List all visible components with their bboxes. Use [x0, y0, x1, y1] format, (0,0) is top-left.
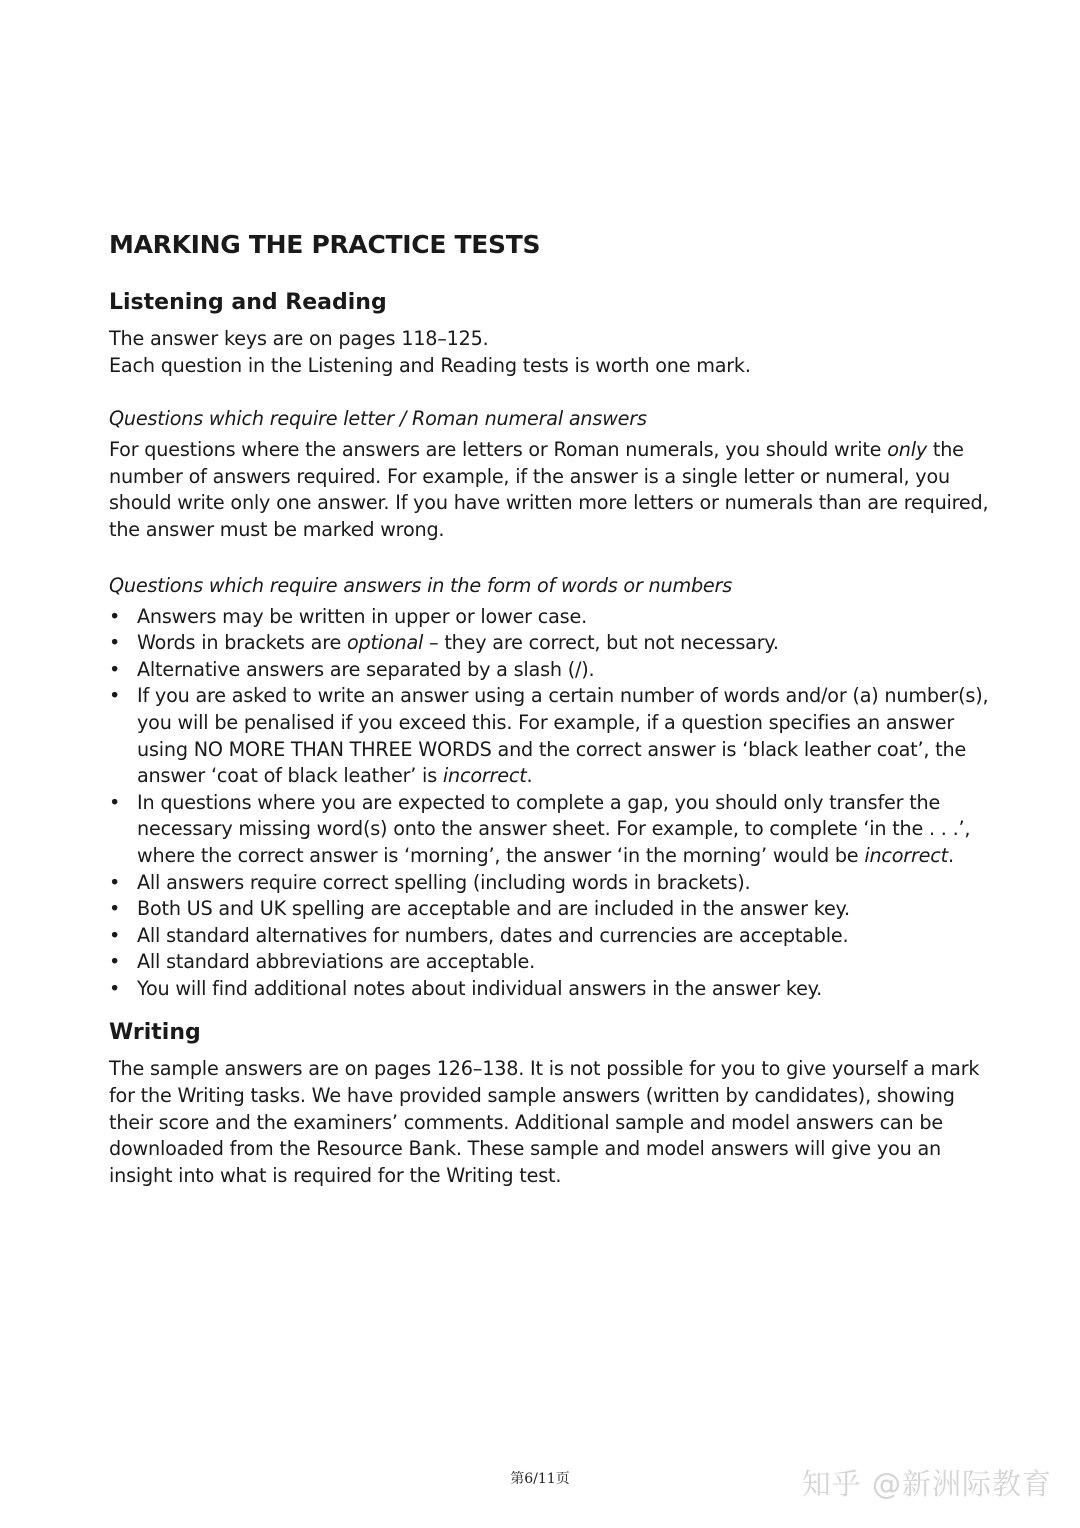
list-item: [109, 949, 989, 976]
list-item-emphasis: incorrect: [442, 764, 527, 788]
list-item-text: All standard alternatives for numbers, dates and currencies are acceptable.: [137, 923, 849, 947]
list-item-text: .: [526, 764, 533, 788]
list-item-text: Alternative answers are separated by a slash (/).: [137, 657, 595, 681]
bullet-icon: •: [109, 631, 121, 655]
bullet-icon: •: [109, 684, 121, 708]
list-item-text: You will find additional notes about individual answers in the answer key.: [137, 976, 822, 1000]
source-watermark: 知乎 @新洲际教育: [801, 1467, 1052, 1501]
list-item-text: All standard abbreviations are acceptable.: [137, 950, 536, 974]
bullet-icon: •: [109, 897, 121, 921]
list-item-text: Answers may be written in upper or lower case.: [137, 604, 587, 628]
mark-value-line: Each question in the Listening and Reading tests is worth one mark.: [109, 353, 751, 377]
list-item: [109, 976, 989, 1003]
listening-reading-heading: Listening and Reading: [109, 290, 387, 315]
letter-answers-text-2: the number of answers required. For example, if the answer is a single letter or numeral, you should write only one answer. If you have written more letters or numerals than are required, the answer must be marked wrong.: [109, 438, 989, 541]
list-item: [109, 896, 989, 923]
list-item-emphasis: optional: [346, 631, 424, 655]
list-item-text: Words in brackets are: [137, 631, 347, 655]
letter-answers-paragraph: [109, 437, 989, 543]
list-item: [109, 604, 989, 631]
answer-keys-line: The answer keys are on pages 118–125.: [109, 327, 489, 350]
list-item: [109, 870, 989, 897]
list-item-emphasis: incorrect: [864, 843, 948, 867]
marking-rules-list: [109, 604, 989, 1003]
letter-answers-subheading: Questions which require letter / Roman numeral answers: [109, 407, 647, 431]
list-item: [109, 923, 989, 950]
bullet-icon: •: [109, 923, 121, 947]
letter-answers-text-1: For questions where the answers are letters or Roman numerals, you should write: [109, 438, 888, 462]
list-item-text: In questions where you are expected to complete a gap, you should only transfer the necessary missing word(s) onto the answer sheet. For example, to complete ‘in the . . .’, where the correct answer is ‘morning’, the answer ‘in the morning’ would be: [137, 790, 971, 867]
writing-heading: Writing: [109, 1020, 201, 1046]
writing-paragraph: The sample answers are on pages 126–138. It is not possible for you to give yourself a mark for the Writing tasks. We have provided sample answers (written by candidates), showing their score and the examiners’ comments. Additional sample and model answers can be downloaded from the Resource Bank. These sample and model answers will give you an insight into what is required for the Writing test.: [109, 1057, 980, 1187]
bullet-icon: •: [109, 950, 121, 974]
page-content: [109, 228, 989, 1189]
list-item: [109, 790, 989, 870]
bullet-icon: •: [109, 657, 121, 681]
page-title: MARKING THE PRACTICE TESTS: [109, 230, 541, 259]
list-item: [109, 630, 989, 657]
list-item-text: .: [947, 843, 954, 867]
letter-answers-emphasis: only: [887, 438, 927, 462]
list-item: [109, 683, 989, 789]
list-item: [109, 657, 989, 684]
bullet-icon: •: [109, 604, 121, 628]
list-item-text: Both US and UK spelling are acceptable and are included in the answer key.: [137, 897, 850, 921]
bullet-icon: •: [109, 790, 121, 814]
page-number: 第6/11页: [510, 1471, 570, 1487]
list-item-text: If you are asked to write an answer using a certain number of words and/or (a) number(s), you will be penalised if you exceed this. For example, if a question specifies an answer using NO MORE THAN THREE WORDS and the correct answer is ‘black leather coat’, the answer ‘coat of black leather’ is: [137, 684, 989, 788]
word-answers-subheading: Questions which require answers in the form of words or numbers: [109, 573, 733, 597]
bullet-icon: •: [109, 870, 121, 894]
list-item-text: All answers require correct spelling (including words in brackets).: [137, 870, 751, 894]
list-item-text: – they are correct, but not necessary.: [423, 631, 779, 655]
bullet-icon: •: [109, 976, 121, 1000]
